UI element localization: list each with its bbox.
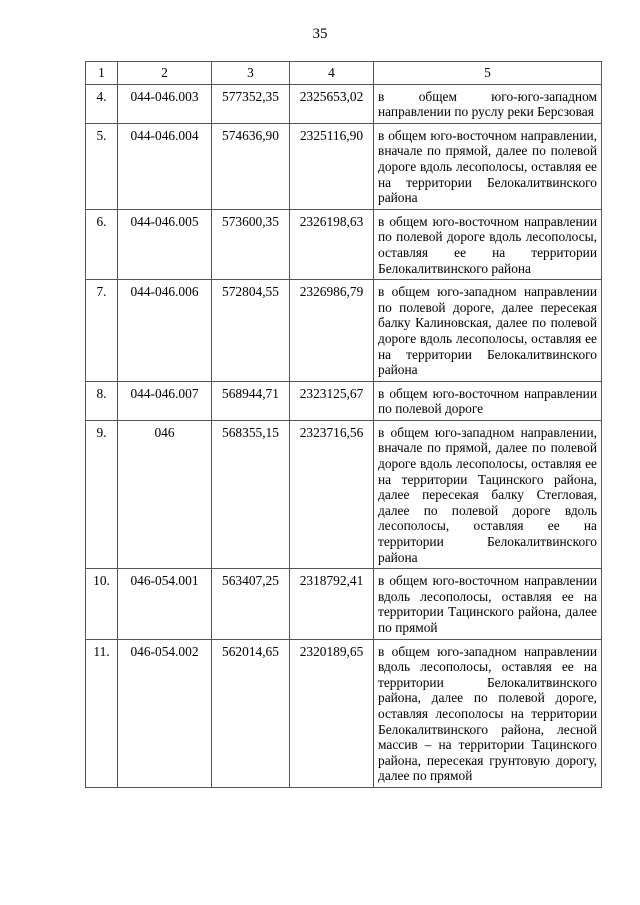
column-header-1: 1 [86, 62, 118, 85]
coordinate-y: 2326198,63 [290, 209, 374, 279]
coordinate-x: 574636,90 [212, 123, 290, 209]
point-code: 044-046.005 [118, 209, 212, 279]
row-number: 9. [86, 420, 118, 568]
point-code: 044-046.006 [118, 280, 212, 382]
coordinate-x: 568355,15 [212, 420, 290, 568]
row-number: 7. [86, 280, 118, 382]
row-number: 4. [86, 84, 118, 123]
coordinate-y: 2320189,65 [290, 639, 374, 787]
boundary-table [85, 61, 602, 788]
coordinate-y: 2318792,41 [290, 569, 374, 639]
column-header-3: 3 [212, 62, 290, 85]
column-header-4: 4 [290, 62, 374, 85]
boundary-description: в общем юго-западном направлении, вначале по прямой, далее по полевой дороге вдоль лесополосы, оставляя ее на территории Тацинского района, далее пересекая балку Стегловая, далее по полевой дороге вдоль лесополосы, оставляя ее на территории Белокалитвинского района [374, 420, 602, 568]
table-row [86, 381, 602, 420]
coordinate-x: 577352,35 [212, 84, 290, 123]
boundary-description: в общем юго-восточном направлении вдоль лесополосы, оставляя ее на территории Тацинского района, далее по прямой [374, 569, 602, 639]
point-code: 046-054.002 [118, 639, 212, 787]
coordinate-y: 2325116,90 [290, 123, 374, 209]
row-number: 8. [86, 381, 118, 420]
row-number: 6. [86, 209, 118, 279]
table-row [86, 420, 602, 568]
point-code: 044-046.007 [118, 381, 212, 420]
point-code: 046 [118, 420, 212, 568]
coordinate-y: 2325653,02 [290, 84, 374, 123]
boundary-description: в общем юго-восточном направлении, вначале по прямой, далее по полевой дороге вдоль лесополосы, оставляя ее на территории Белокалитвинского района [374, 123, 602, 209]
row-number: 11. [86, 639, 118, 787]
boundary-description: в общем юго-восточном направлении по полевой дороге вдоль лесополосы, оставляя ее на территории Белокалитвинского района [374, 209, 602, 279]
coordinate-y: 2326986,79 [290, 280, 374, 382]
row-number: 10. [86, 569, 118, 639]
column-header-5: 5 [374, 62, 602, 85]
point-code: 046-054.001 [118, 569, 212, 639]
column-header-2: 2 [118, 62, 212, 85]
table-row [86, 123, 602, 209]
coordinate-y: 2323716,56 [290, 420, 374, 568]
table-header-row [86, 62, 602, 85]
table-row [86, 280, 602, 382]
coordinate-x: 568944,71 [212, 381, 290, 420]
coordinate-y: 2323125,67 [290, 381, 374, 420]
coordinate-x: 562014,65 [212, 639, 290, 787]
table-row [86, 639, 602, 787]
page-number: 35 [312, 26, 328, 42]
boundary-description: в общем юго-западном направлении вдоль лесополосы, оставляя ее на территории Белокалитвинского района, далее по полевой дороге, оставляя лесополосы на территории Белокалитвинского района, лесной массив – на территории Тацинского района, пересекая грунтовую дорогу, далее по прямой [374, 639, 602, 787]
boundary-description: в общем юго-западном направлении по полевой дороге, далее пересекая балку Калиновская, далее по полевой дороге вдоль лесополосы, оставляя ее на территории Белокалитвинского района [374, 280, 602, 382]
table-row [86, 569, 602, 639]
table-row [86, 84, 602, 123]
row-number: 5. [86, 123, 118, 209]
coordinate-x: 563407,25 [212, 569, 290, 639]
coordinate-x: 572804,55 [212, 280, 290, 382]
boundary-description: в общем юго-восточном направлении по полевой дороге [374, 381, 602, 420]
coordinate-x: 573600,35 [212, 209, 290, 279]
point-code: 044-046.003 [118, 84, 212, 123]
table-row [86, 209, 602, 279]
boundary-description: в общем юго-юго-западном направлении по руслу реки Берсзовая [374, 84, 602, 123]
point-code: 044-046.004 [118, 123, 212, 209]
